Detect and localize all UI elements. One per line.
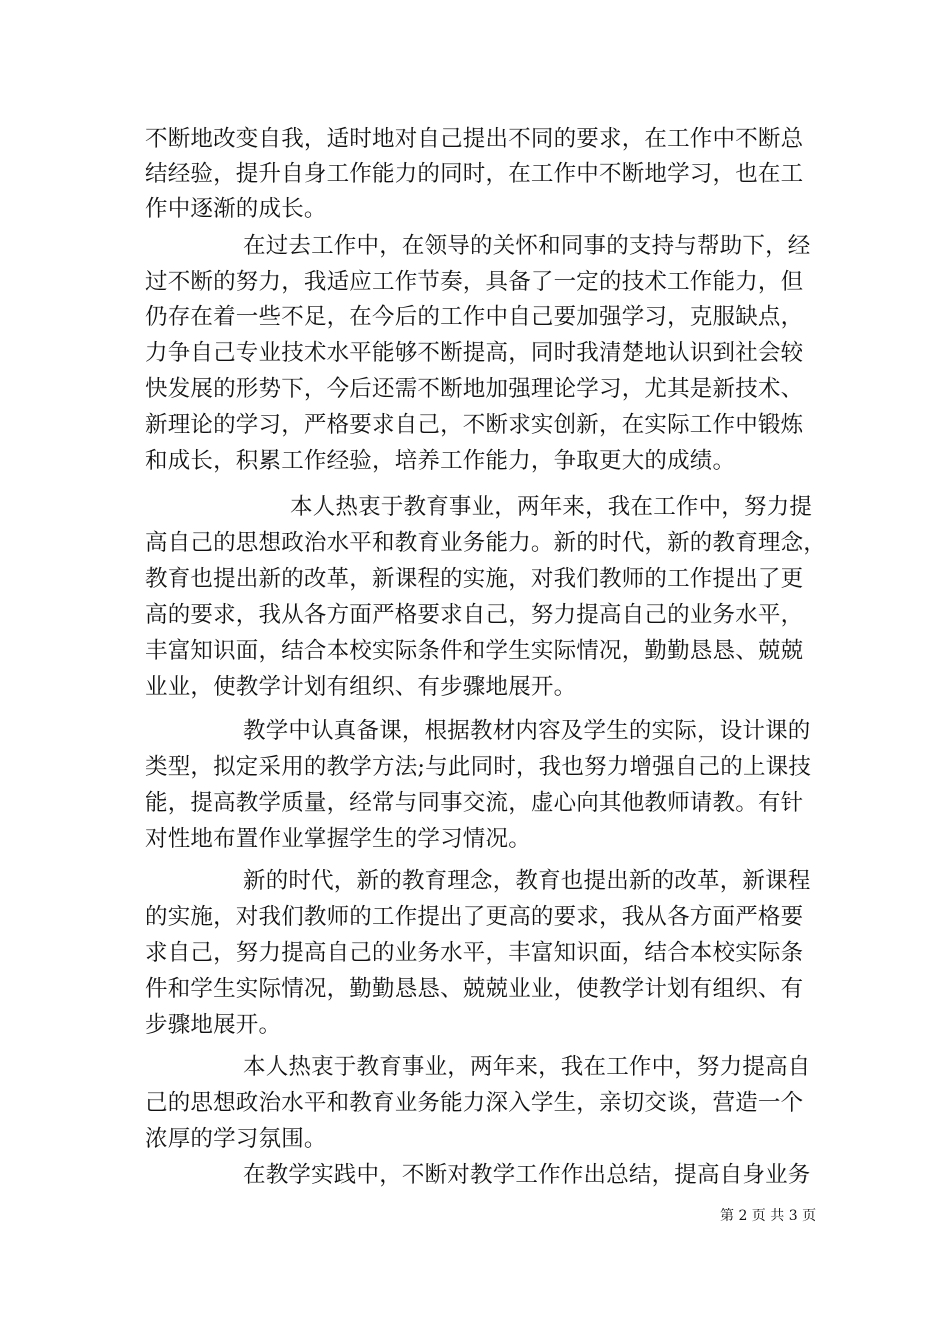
text-line-27: 己的思想政治水平和教育业务能力深入学生，亲切交谈，营造一个 <box>145 1090 804 1116</box>
text-line-2: 结经验，提升自身工作能力的同时，在工作中不断地学习，也在工 <box>145 161 804 187</box>
text-line-23: 求自己，努力提高自己的业务水平，丰富知识面，结合本校实际条 <box>145 940 804 966</box>
text-line-25: 步骤地展开。 <box>145 1012 282 1038</box>
text-line-26: 本人热衷于教育事业，两年来，我在工作中，努力提高自 <box>243 1054 811 1080</box>
text-line-1: 不断地改变自我，适时地对自己提出不同的要求，在工作中不断总 <box>145 126 804 152</box>
text-line-11: 本人热衷于教育事业，两年来，我在工作中，努力提 <box>290 494 813 520</box>
page-footer: 第 2 页 共 3 页 <box>720 1208 817 1224</box>
text-line-6: 仍存在着一些不足，在今后的工作中自己要加强学习，克服缺点， <box>145 304 804 330</box>
text-line-20: 对性地布置作业掌握学生的学习情况。 <box>145 826 531 852</box>
text-line-29: 在教学实践中，不断对教学工作作出总结，提高自身业务 <box>243 1162 811 1188</box>
text-line-14: 高的要求，我从各方面严格要求自己，努力提高自己的业务水平， <box>145 602 804 628</box>
text-line-28: 浓厚的学习氛围。 <box>145 1126 327 1152</box>
text-line-21: 新的时代，新的教育理念，教育也提出新的改革，新课程 <box>243 868 811 894</box>
text-line-5: 过不断的努力，我适应工作节奏，具备了一定的技术工作能力，但 <box>145 269 804 295</box>
text-line-3: 作中逐渐的成长。 <box>145 196 327 222</box>
text-line-18: 类型，拟定采用的教学方法;与此同时，我也努力增强自己的上课技 <box>145 754 812 780</box>
text-line-24: 件和学生实际情况，勤勤恳恳、兢兢业业，使教学计划有组织、有 <box>145 976 804 1002</box>
text-line-12: 高自己的思想政治水平和教育业务能力。新的时代，新的教育理念， <box>145 530 827 556</box>
text-line-15: 丰富知识面，结合本校实际条件和学生实际情况，勤勤恳恳、兢兢 <box>145 638 804 664</box>
text-line-4: 在过去工作中，在领导的关怀和同事的支持与帮助下，经 <box>243 233 811 259</box>
text-line-7: 力争自己专业技术水平能够不断提高，同时我清楚地认识到社会较 <box>145 340 804 366</box>
text-line-8: 快发展的形势下，今后还需不断地加强理论学习，尤其是新技术、 <box>145 376 804 402</box>
text-line-13: 教育也提出新的改革，新课程的实施，对我们教师的工作提出了更 <box>145 566 804 592</box>
text-line-22: 的实施，对我们教师的工作提出了更高的要求，我从各方面严格要 <box>145 904 804 930</box>
text-line-10: 和成长，积累工作经验，培养工作能力，争取更大的成绩。 <box>145 448 736 474</box>
text-line-17: 教学中认真备课，根据教材内容及学生的实际，设计课的 <box>243 718 811 744</box>
text-line-9: 新理论的学习，严格要求自己，不断求实创新，在实际工作中锻炼 <box>145 412 804 438</box>
text-line-19: 能，提高教学质量，经常与同事交流，虚心向其他教师请教。有针 <box>145 790 804 816</box>
text-line-16: 业业，使教学计划有组织、有步骤地展开。 <box>145 674 577 700</box>
